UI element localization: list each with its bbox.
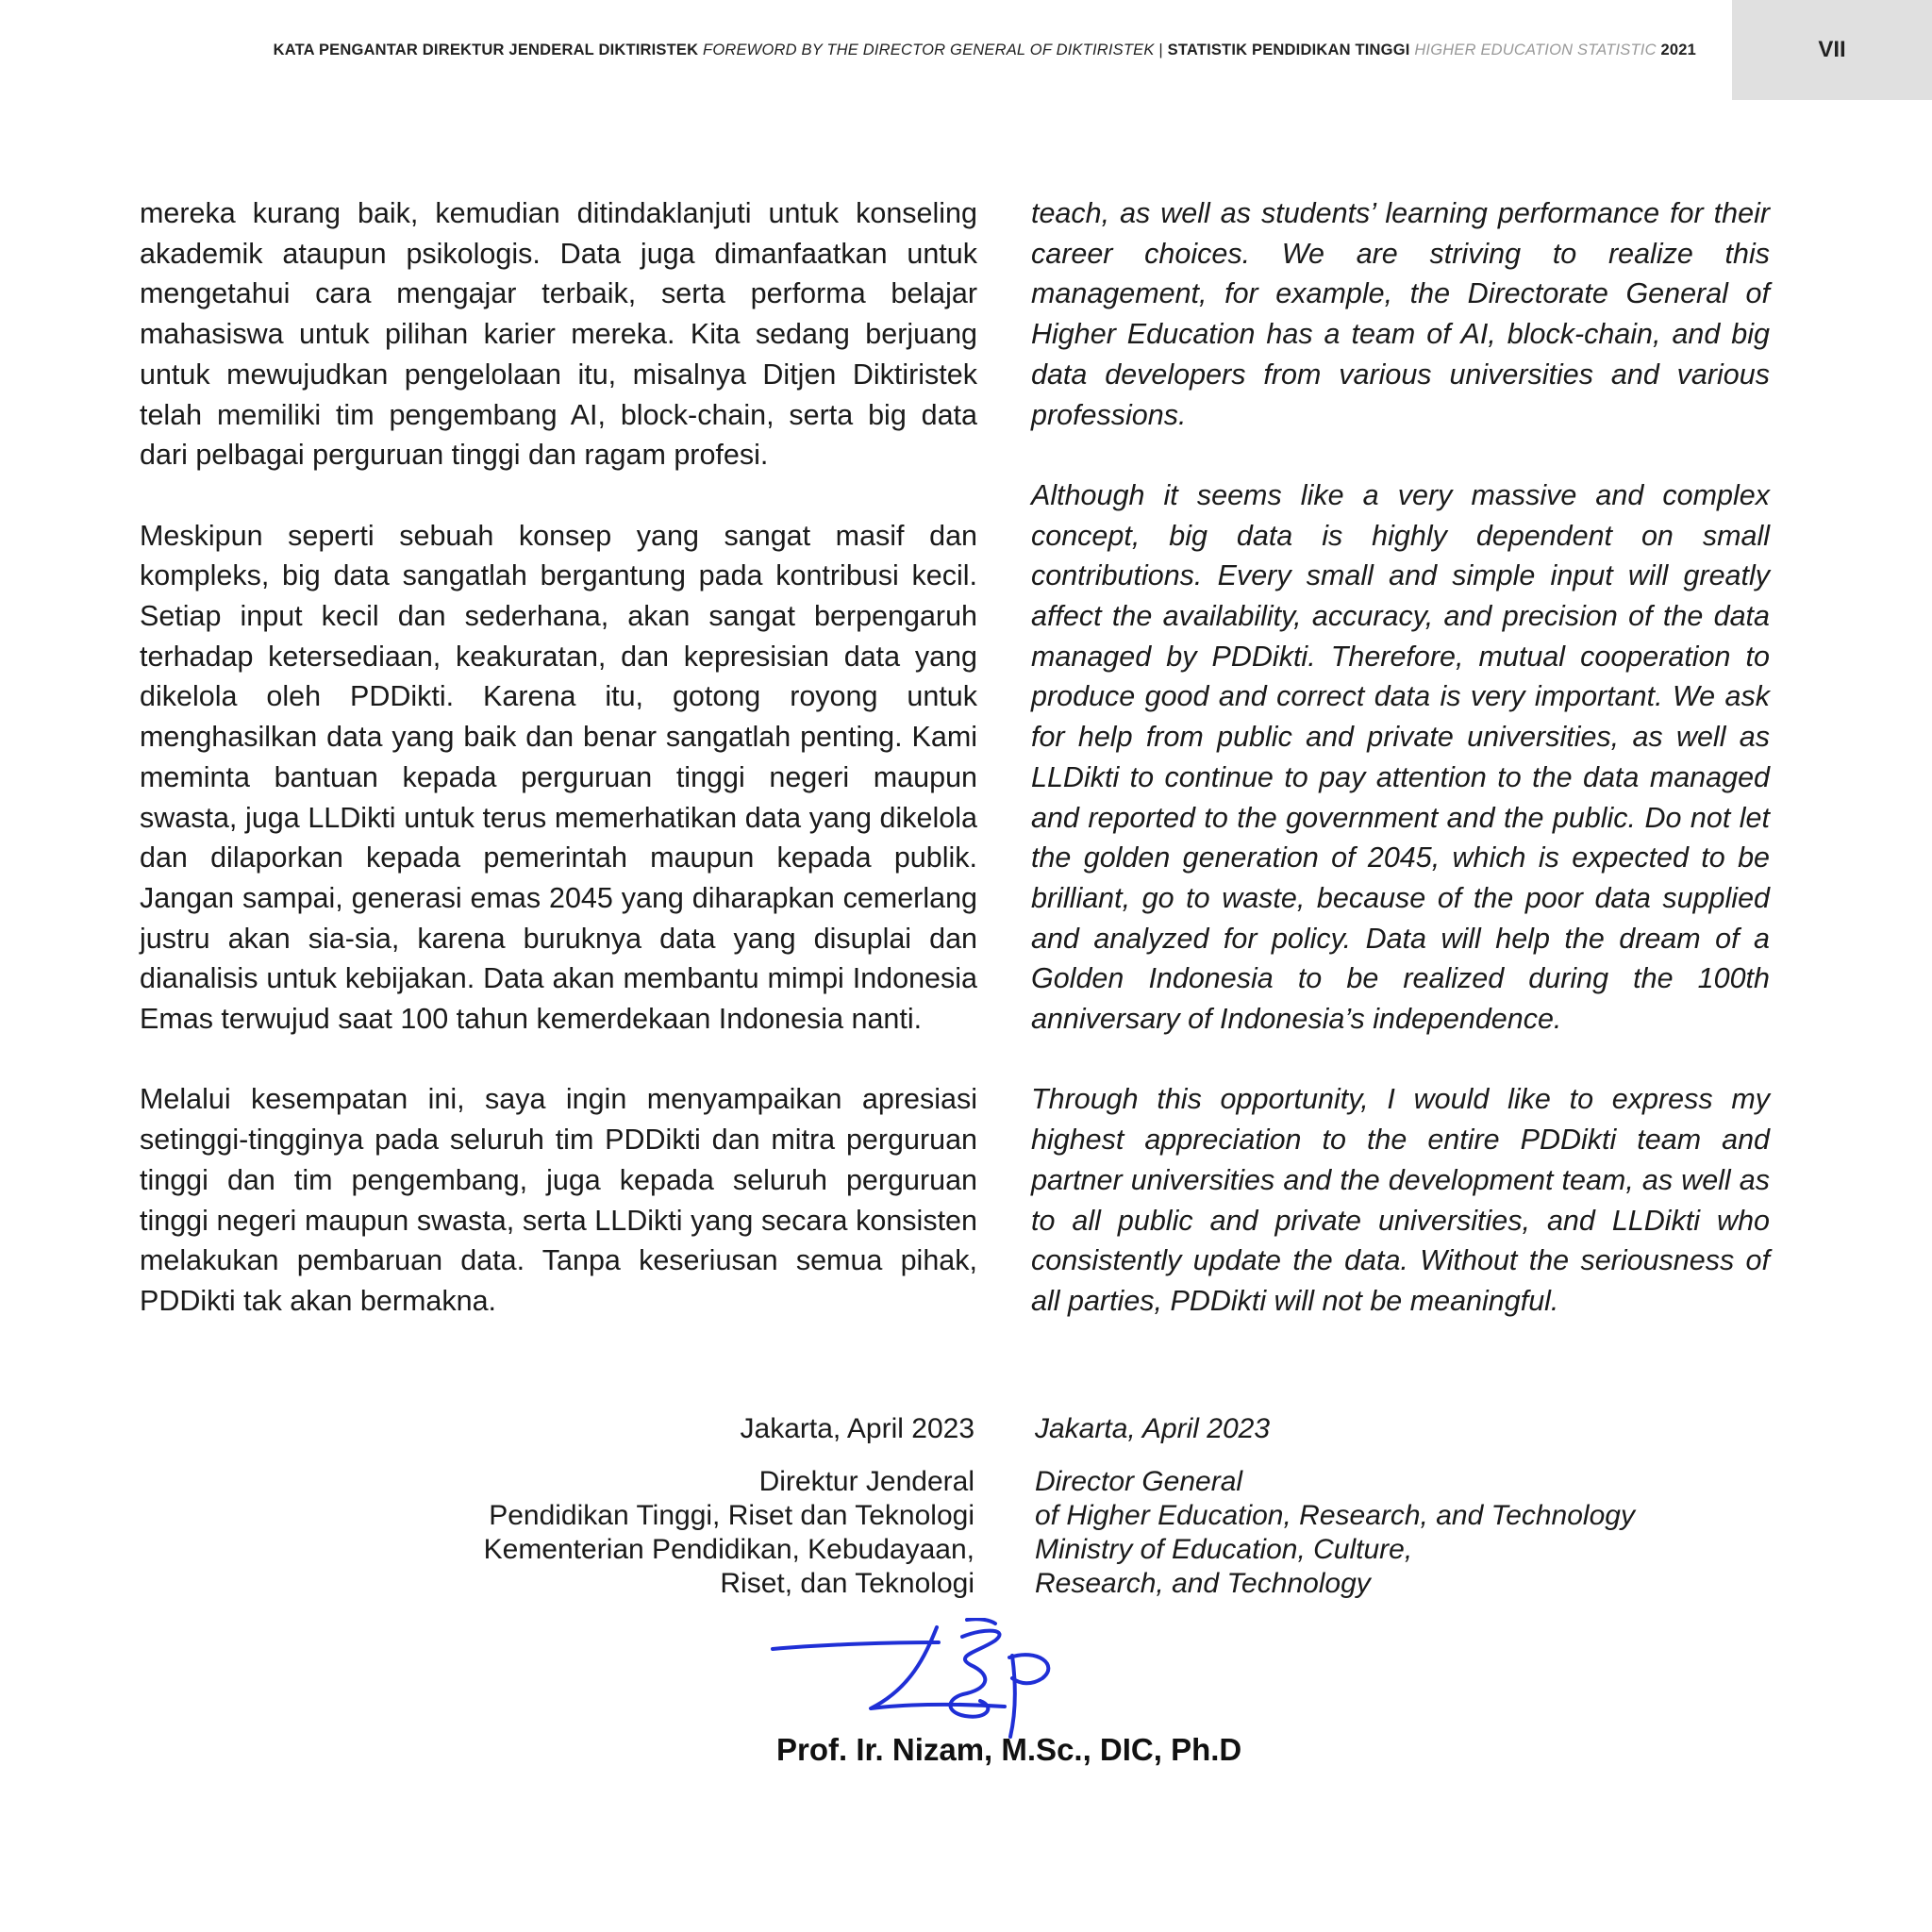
title-line-en-3: Ministry of Education, Culture, bbox=[1035, 1534, 1413, 1565]
paragraph-id-1: mereka kurang baik, kemudian ditindaklanjuti untuk konseling akademik ataupun psikologis. Data juga dimanfaatkan untuk mengetahui cara mengajar terbaik, serta performa belajar mahasiswa untuk pilihan karier mereka. Kita sedang berjuang untuk mewujudkan pengelolaan itu, misalnya Ditjen Diktiristek telah memiliki tim pengembang AI, block-chain, serta big data dari pelbagai perguruan tinggi dan ragam profesi. bbox=[140, 197, 977, 472]
header-year: 2021 bbox=[1660, 42, 1696, 58]
header-title-en: FOREWORD BY THE DIRECTOR GENERAL OF DIKTIRISTEK bbox=[703, 42, 1155, 58]
header-publication-id: STATISTIK PENDIDIKAN TINGGI bbox=[1167, 42, 1410, 58]
handwritten-signature bbox=[769, 1618, 1061, 1740]
title-line-id-1: Direktur Jenderal bbox=[758, 1466, 974, 1497]
page-header bbox=[0, 0, 1932, 100]
title-line-id-2: Pendidikan Tinggi, Riset dan Teknologi bbox=[489, 1500, 974, 1531]
signer-name: Prof. Ir. Nizam, M.Sc., DIC, Ph.D bbox=[776, 1732, 1242, 1767]
title-line-id-4: Riset, dan Teknologi bbox=[720, 1568, 974, 1599]
paragraph-en-2: Although it seems like a very massive and complex concept, big data is highly dependent on small contributions. Every small and simple input will greatly affect the availability, accuracy, and precision of the data managed by PDDikti. Therefore, mutual cooperation to produce good and correct data is very important. We ask for help from public and private universities, as well as LLDikti to continue to pay attention to the data managed and reported to the government and the public. Do not let the golden generation of 2045, which is expected to be brilliant, go to waste, because of the poor data supplied and analyzed for policy. Data will help the dream of a Golden Indonesia to be realized during the 100th anniversary of Indonesia’s independence. bbox=[1031, 478, 1770, 1036]
title-line-id-3: Kementerian Pendidikan, Kebudayaan, bbox=[483, 1534, 974, 1565]
running-header bbox=[274, 42, 1696, 59]
header-publication-en: HIGHER EDUCATION STATISTIC bbox=[1414, 42, 1657, 58]
paragraph-id-2: Meskipun seperti sebuah konsep yang sangat masif dan kompleks, big data sangatlah bergantung pada kontribusi kecil. Setiap input kecil dan sederhana, akan sangat berpengaruh terhadap ketersediaan, keakuratan, dan kepresisian data yang dikelola oleh PDDikti. Karena itu, gotong royong untuk menghasilkan data yang baik dan benar sangatlah penting. Kami meminta bantuan kepada perguruan tinggi negeri maupun swasta, juga LLDikti untuk terus memerhatikan data yang dikelola dan dilaporkan kepada pemerintah maupun kepada publik. Jangan sampai, generasi emas 2045 yang diharapkan cemerlang justru akan sia-sia, karena buruknya data yang disuplai dan dianalisis untuk kebijakan. Data akan membantu mimpi Indonesia Emas terwujud saat 100 tahun kemerdekaan Indonesia nanti. bbox=[140, 519, 977, 1036]
page-number: VII bbox=[1818, 37, 1846, 62]
title-line-en-1: Director General bbox=[1035, 1466, 1243, 1497]
signature-block-id bbox=[484, 1412, 974, 1601]
paragraph-en-3: Through this opportunity, I would like to express my highest appreciation to the entire PDDikti team and partner universities and the development team, as well as to all public and private universities, and LLDikti who consistently update the data. Without the seriousness of all parties, PDDikti will not be meaningful. bbox=[1031, 1083, 1770, 1317]
place-date-id: Jakarta, April 2023 bbox=[740, 1413, 974, 1444]
signature-block-en bbox=[1035, 1412, 1635, 1601]
indonesian-text-column bbox=[140, 193, 977, 1322]
header-separator: | bbox=[1158, 42, 1163, 58]
header-title-id: KATA PENGANTAR DIREKTUR JENDERAL DIKTIRISTEK bbox=[273, 42, 699, 58]
paragraph-en-1: teach, as well as students’ learning performance for their career choices. We are striving to realize this management, for example, the Directorate General of Higher Education has a team of AI, block-chain, and big data developers from various universities and various professions. bbox=[1031, 197, 1770, 431]
place-date-en: Jakarta, April 2023 bbox=[1035, 1413, 1271, 1444]
english-text-column bbox=[1031, 193, 1770, 1322]
title-line-en-4: Research, and Technology bbox=[1035, 1568, 1371, 1599]
paragraph-id-3: Melalui kesempatan ini, saya ingin menyampaikan apresiasi setinggi-tingginya pada seluruh tim PDDikti dan mitra perguruan tinggi dan tim pengembang, juga kepada seluruh perguruan tinggi negeri maupun swasta, serta LLDikti yang secara konsisten melakukan pembaruan data. Tanpa keseriusan semua pihak, PDDikti tak akan bermakna. bbox=[140, 1083, 977, 1317]
title-line-en-2: of Higher Education, Research, and Technology bbox=[1035, 1500, 1635, 1531]
page-number-box bbox=[1732, 0, 1932, 100]
